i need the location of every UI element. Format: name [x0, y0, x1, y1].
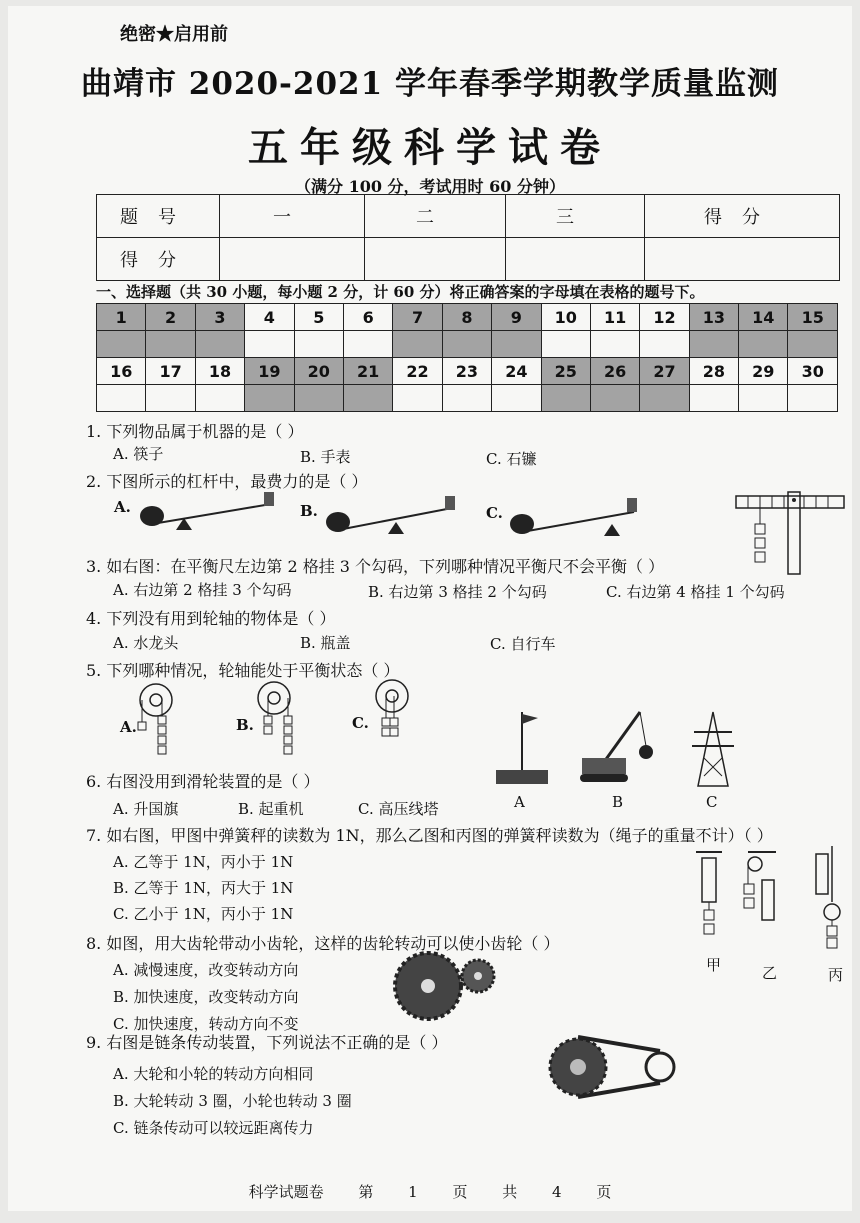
answer-cell[interactable]	[590, 331, 639, 358]
answer-number: 1	[97, 304, 146, 331]
spring-scale-yi-icon	[742, 848, 782, 948]
option: C. 石镰	[486, 450, 537, 468]
exam-page	[8, 6, 852, 1211]
answer-cell[interactable]	[294, 385, 343, 412]
answer-cell[interactable]	[689, 331, 738, 358]
score-input-cell[interactable]	[220, 238, 365, 281]
answer-number: 12	[640, 304, 689, 331]
answer-number: 3	[195, 304, 244, 331]
answer-number: 10	[541, 304, 590, 331]
option: B. 手表	[300, 448, 351, 466]
answer-number: 11	[590, 304, 639, 331]
spring-scale-bing-icon	[812, 842, 852, 952]
answer-cell[interactable]	[146, 331, 195, 358]
answer-cell[interactable]	[442, 385, 491, 412]
image-label: 乙	[762, 964, 778, 982]
answer-table	[96, 303, 838, 412]
image-label: 甲	[706, 956, 722, 974]
answer-cell[interactable]	[195, 385, 244, 412]
balance-ruler-icon	[734, 488, 846, 578]
answer-number: 13	[689, 304, 738, 331]
confidential-mark: 绝密★启用前	[120, 24, 228, 45]
option: B.	[300, 502, 318, 520]
answer-cell[interactable]	[97, 331, 146, 358]
image-label: A	[514, 793, 525, 811]
answer-cell[interactable]	[788, 385, 838, 412]
wheel-axle-a-icon	[136, 682, 176, 762]
score-header-cell: 得分	[645, 195, 840, 238]
answer-number: 29	[739, 358, 788, 385]
section-heading: 一、选择题（共 30 小题，每小题 2 分，计 60 分）将正确答案的字母填在表格的题号下。	[96, 283, 705, 301]
question-stem: 1. 下列物品属于机器的是（ ）	[86, 422, 304, 441]
lever-c-icon	[506, 492, 656, 544]
answer-number: 7	[393, 304, 442, 331]
score-row-label: 得分	[97, 238, 220, 281]
answer-cell[interactable]	[541, 331, 590, 358]
option: C.	[486, 504, 503, 522]
answer-number: 8	[442, 304, 491, 331]
answer-number: 21	[343, 358, 392, 385]
power-tower-icon	[688, 710, 738, 790]
answer-cell[interactable]	[788, 331, 838, 358]
footer-page: 第 1 页	[358, 1183, 468, 1201]
option: B. 右边第 3 格挂 2 个勾码	[368, 583, 547, 601]
question-stem: 9. 右图是链条传动装置，下列说法不正确的是（ ）	[86, 1033, 448, 1052]
question-stem: 3. 如右图：在平衡尺左边第 2 格挂 3 个勾码，下列哪种情况平衡尺不会平衡（ ）	[86, 557, 665, 576]
option: A. 右边第 2 格挂 3 个勾码	[113, 581, 292, 599]
option: B.	[236, 716, 254, 734]
answer-number: 28	[689, 358, 738, 385]
option: C.	[352, 714, 369, 732]
option: B. 起重机	[238, 800, 304, 818]
lever-a-icon	[136, 486, 286, 536]
option: A. 乙等于 1N，丙小于 1N	[113, 853, 294, 871]
lever-b-icon	[320, 490, 470, 542]
option: B. 大轮转动 3 圈，小轮也转动 3 圈	[113, 1092, 352, 1110]
answer-number: 5	[294, 304, 343, 331]
exam-note: （满分 100 分，考试用时 60 分钟）	[295, 177, 565, 196]
answer-number: 19	[245, 358, 294, 385]
answer-cell[interactable]	[442, 331, 491, 358]
answer-number: 24	[492, 358, 541, 385]
option: A. 筷子	[113, 445, 164, 463]
answer-number: 22	[393, 358, 442, 385]
option: B. 瓶盖	[300, 634, 351, 652]
option: A. 减慢速度，改变转动方向	[113, 961, 299, 979]
answer-cell[interactable]	[294, 331, 343, 358]
answer-number: 16	[97, 358, 146, 385]
flag-raising-icon	[492, 708, 552, 788]
answer-number: 23	[442, 358, 491, 385]
answer-number: 20	[294, 358, 343, 385]
answer-number: 18	[195, 358, 244, 385]
answer-cell[interactable]	[393, 331, 442, 358]
answer-cell[interactable]	[739, 331, 788, 358]
question-stem: 6. 右图没用到滑轮装置的是（ ）	[86, 772, 320, 791]
option: B. 加快速度，改变转动方向	[113, 988, 299, 1006]
page-footer	[8, 1181, 852, 1202]
answer-cell[interactable]	[640, 385, 689, 412]
answer-number: 6	[343, 304, 392, 331]
exam-title: 曲靖市 2020-2021 学年春季学期教学质量监测	[80, 66, 779, 102]
score-input-cell[interactable]	[506, 238, 645, 281]
option: B. 乙等于 1N，丙大于 1N	[113, 879, 294, 897]
answer-number: 27	[640, 358, 689, 385]
answer-cell[interactable]	[492, 331, 541, 358]
answer-cell[interactable]	[97, 385, 146, 412]
question-stem: 8. 如图，用大齿轮带动小齿轮，这样的齿轮转动可以使小齿轮（ ）	[86, 934, 560, 953]
wheel-axle-c-icon	[372, 678, 412, 758]
answer-number: 2	[146, 304, 195, 331]
answer-number: 17	[146, 358, 195, 385]
score-table	[96, 194, 840, 281]
answer-number: 26	[590, 358, 639, 385]
score-input-cell[interactable]	[645, 238, 840, 281]
score-header-cell: 二	[365, 195, 506, 238]
question-stem: 7. 如右图，甲图中弹簧秤的读数为 1N，那么乙图和丙图的弹簧秤读数为（绳子的重量不计）（ ）	[86, 826, 773, 845]
answer-cell[interactable]	[195, 331, 244, 358]
option: C. 链条传动可以较远距离传力	[113, 1119, 314, 1137]
question-stem: 2. 下图所示的杠杆中，最费力的是（ ）	[86, 472, 368, 491]
option: A. 水龙头	[113, 634, 179, 652]
answer-number: 25	[541, 358, 590, 385]
spring-scale-jia-icon	[694, 848, 724, 948]
option: C. 加快速度，转动方向不变	[113, 1015, 299, 1033]
answer-cell[interactable]	[590, 385, 639, 412]
option: A.	[114, 498, 131, 516]
score-input-cell[interactable]	[365, 238, 506, 281]
answer-cell[interactable]	[245, 331, 294, 358]
gears-icon	[392, 948, 502, 1028]
image-label: B	[612, 793, 624, 811]
image-label: 丙	[828, 966, 844, 984]
option: A. 大轮和小轮的转动方向相同	[113, 1065, 314, 1083]
answer-cell[interactable]	[541, 385, 590, 412]
option: C. 乙小于 1N，丙小于 1N	[113, 905, 294, 923]
answer-cell[interactable]	[640, 331, 689, 358]
question-stem: 4. 下列没有用到轮轴的物体是（ ）	[86, 609, 336, 628]
option: A. 升国旗	[113, 800, 179, 818]
answer-cell[interactable]	[689, 385, 738, 412]
option: C. 高压线塔	[358, 800, 439, 818]
answer-cell[interactable]	[146, 385, 195, 412]
answer-number: 9	[492, 304, 541, 331]
crane-icon	[576, 706, 666, 790]
score-header-cell: 三	[506, 195, 645, 238]
score-header-cell: 题号	[97, 195, 220, 238]
option: A.	[120, 718, 137, 736]
option: C. 自行车	[490, 635, 556, 653]
question-stem: 5. 下列哪种情况，轮轴能处于平衡状态（ ）	[86, 661, 400, 680]
footer-total: 共 4 页	[502, 1183, 612, 1201]
answer-number: 30	[788, 358, 838, 385]
wheel-axle-b-icon	[254, 680, 294, 760]
answer-cell[interactable]	[492, 385, 541, 412]
answer-number: 14	[739, 304, 788, 331]
footer-subject: 科学试题卷	[248, 1183, 324, 1201]
answer-cell[interactable]	[343, 385, 392, 412]
score-header-cell: 一	[220, 195, 365, 238]
answer-cell[interactable]	[393, 385, 442, 412]
option: C. 右边第 4 格挂 1 个勾码	[606, 583, 785, 601]
answer-cell[interactable]	[343, 331, 392, 358]
answer-number: 15	[788, 304, 838, 331]
exam-subtitle: 五年级科学试卷	[248, 125, 612, 171]
answer-number: 4	[245, 304, 294, 331]
answer-cell[interactable]	[245, 385, 294, 412]
answer-cell[interactable]	[739, 385, 788, 412]
image-label: C	[706, 793, 718, 811]
chain-drive-icon	[548, 1032, 688, 1102]
